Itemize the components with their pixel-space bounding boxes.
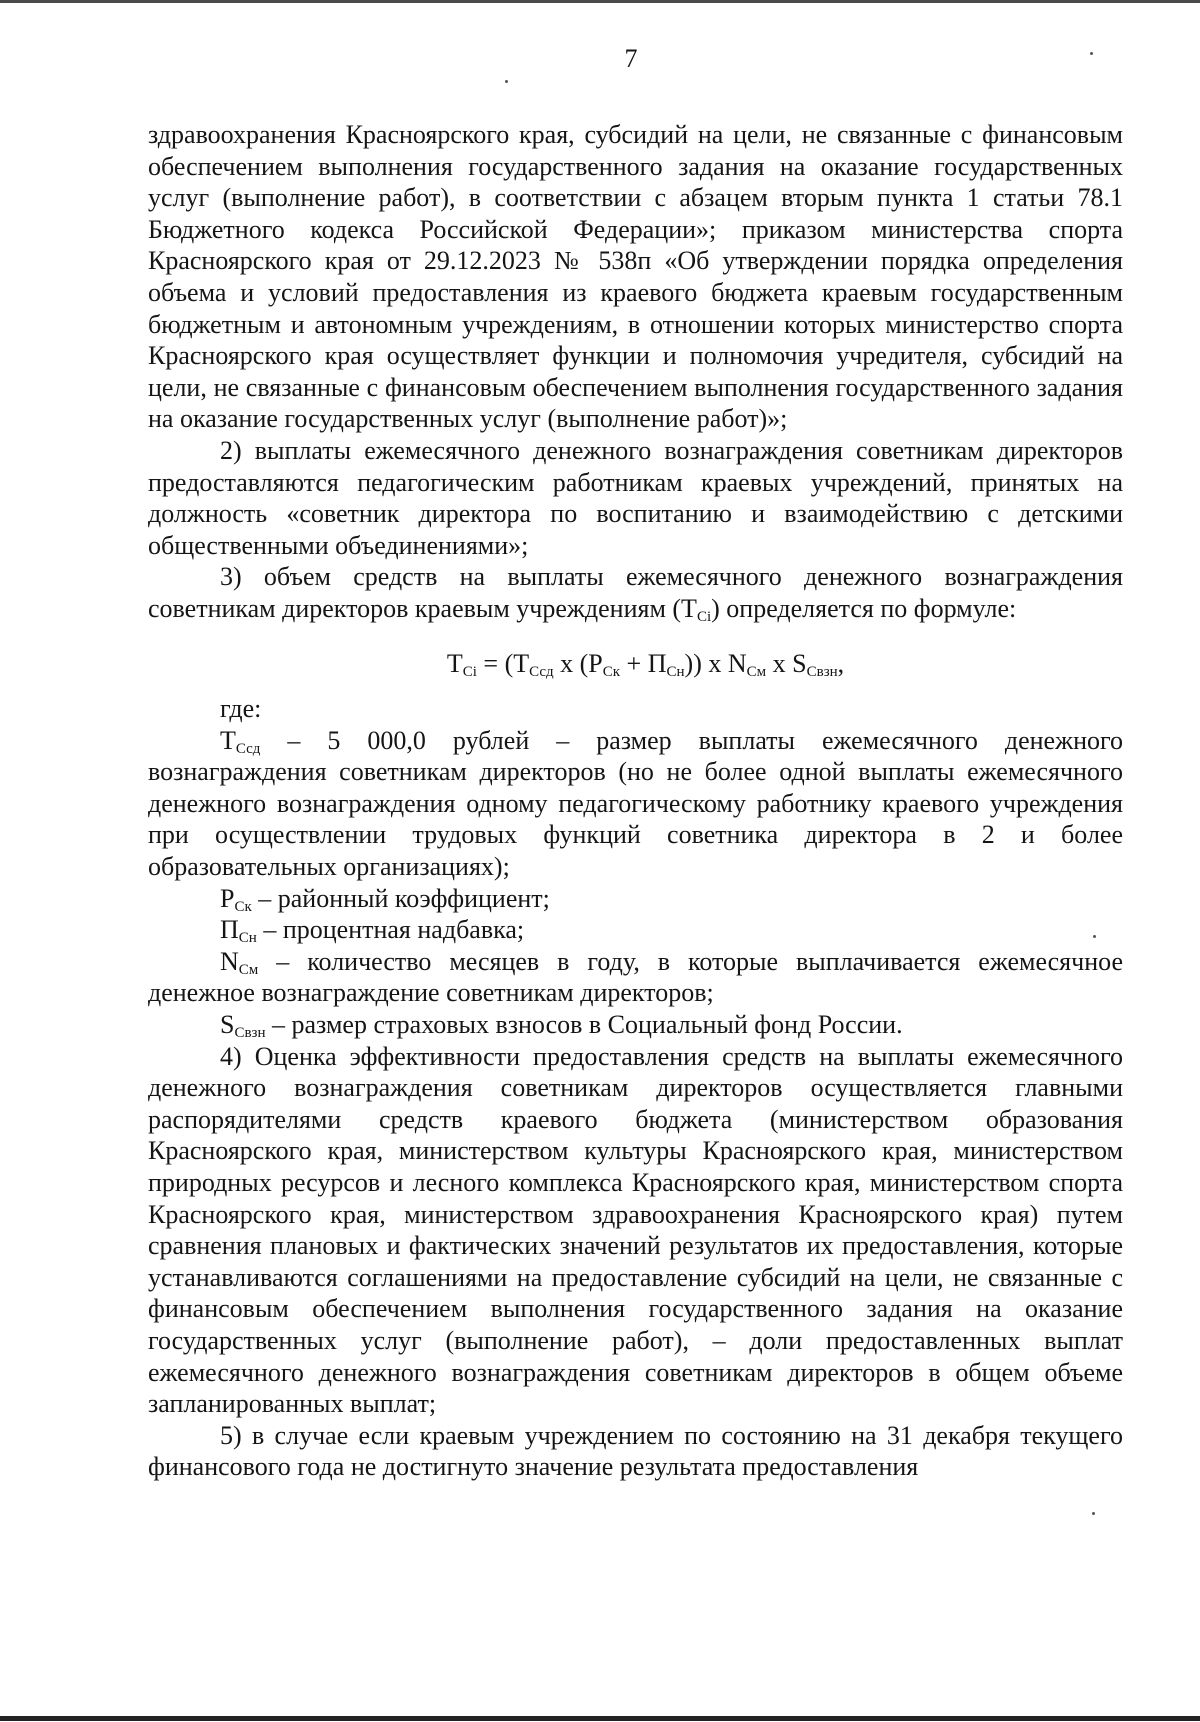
formula-x1: х ( [553,648,589,678]
definition-s [148,1009,1123,1041]
definition-n-text: – количество месяцев в году, в которые выплачивается ежемесячное денежное вознаграждение советникам директоров; [148,946,1123,1008]
formula-p-sub: Сн [666,663,685,680]
formula-t: Т [446,648,463,678]
definition-r-symbol: Р [220,883,235,913]
formula-r-sub: Ск [602,663,621,680]
paragraph-3-subscript: Ci [696,608,712,625]
definition-s-sub: Свзн [234,1025,266,1042]
formula-x2: х [766,648,793,678]
scan-edge-bottom [0,1716,1200,1721]
paragraph-5: 5) в случае если краевым учреждением по состоянию на 31 декабря текущего финансового года не достигнуто значение результата предоставления [148,1420,1123,1482]
paragraph-2: 2) выплаты ежемесячного денежного вознаграждения советникам директоров предоставляются педагогическим работникам краевых учреждений, принятых на должность «советник директора по воспитанию и взаимодействию с детскими общественными объединениями»; [148,435,1123,560]
scan-speck [505,80,508,83]
definition-s-text: – размер страховых взносов в Социальный фонд России. [265,1010,903,1040]
definition-t [148,725,1123,883]
formula-t2-sub: Ссд [529,663,554,680]
definition-r-text: – районный коэффициент; [251,883,550,913]
definition-t-text: – 5 000,0 рублей – размер выплаты ежемесячного денежного вознаграждения советникам директоров (но не более одной выплаты ежемесячного денежного вознаграждения одному педагогическому работнику краевого учреждения при осуществлении трудовых функций советника директора в 2 и более образовательных организациях); [148,725,1123,882]
formula-s: S [792,648,807,678]
definition-n-symbol: N [220,946,239,976]
paragraph-3 [148,561,1123,624]
formula-p: П [647,648,667,678]
definition-r [148,883,1123,915]
scan-speck [1092,1512,1095,1515]
document-body [148,119,1123,1483]
formula-r: Р [588,648,603,678]
formula-t2: Т [513,648,530,678]
paragraph-continuation: здравоохранения Красноярского края, субсидий на цели, не связанные с финансовым обеспечением выполнения государственного задания на оказание государственных услуг (выполнение работ), в соответствии с абзацем вторым пункта 1 статьи 78.1 Бюджетного кодекса Российской Федерации»; приказом министерства спорта Красноярского края от 29.12.2023 № 538п «Об утверждении порядка определения объема и условий предоставления из краевого бюджета краевым государственным бюджетным и автономным учреждениям, в отношении которых министерство спорта Красноярского края осуществляет функции и полномочия учредителя, субсидий на цели, не связанные с финансовым обеспечением выполнения государственного задания на оказание государственных услуг (выполнение работ)»; [148,120,1123,434]
page-number: 7 [624,44,638,73]
definition-p-text: – процентная надбавка; [256,915,525,945]
formula-n: N [727,648,747,678]
formula-end: , [837,648,845,678]
formula-eq: = ( [476,648,514,678]
definition-t-sub: Ссд [235,740,261,757]
formula-t-sub: Ci [462,663,477,680]
formula-close: )) х [684,648,728,678]
scan-edge-top [0,0,1200,3]
formula-n-sub: См [746,663,767,680]
definition-n-sub: См [238,961,259,978]
formula-plus: + [620,648,648,678]
definition-t-symbol: Т [220,725,236,755]
definition-p [148,914,1123,946]
formula [148,648,1123,680]
definition-r-sub: Ск [234,898,252,915]
definition-s-symbol: S [220,1010,235,1040]
paragraph-3-text: 3) объем средств на выплаты ежемесячного денежного вознаграждения советникам директоров краевым учреждениям (Т [148,562,1123,623]
where-label: где: [220,694,262,724]
paragraph-3-tail: ) определяется по формуле: [711,593,1017,623]
formula-s-sub: Свзн [806,663,838,680]
definition-p-symbol: П [220,915,239,945]
paragraph-4: 4) Оценка эффективности предоставления средств на выплаты ежемесячного денежного вознаграждения советникам директоров осуществляется главными распорядителями средств краевого бюджета (министерством образования Красноярского края, министерством культуры Красноярского края, министерством природных ресурсов и лесного комплекса Красноярского края, министерством спорта Красноярского края, министерством здравоохранения Красноярского края) путем сравнения плановых и фактических значений результатов их предоставления, которые устанавливаются соглашениями на предоставление субсидий на цели, не связанные с финансовым обеспечением выполнения государственного задания на оказание государственных услуг (выполнение работ), – доли предоставленных выплат ежемесячного денежного вознаграждения советникам директоров в общем объеме запланированных выплат; [148,1041,1123,1419]
definition-n [148,946,1123,1009]
definition-p-sub: Сн [238,930,257,947]
